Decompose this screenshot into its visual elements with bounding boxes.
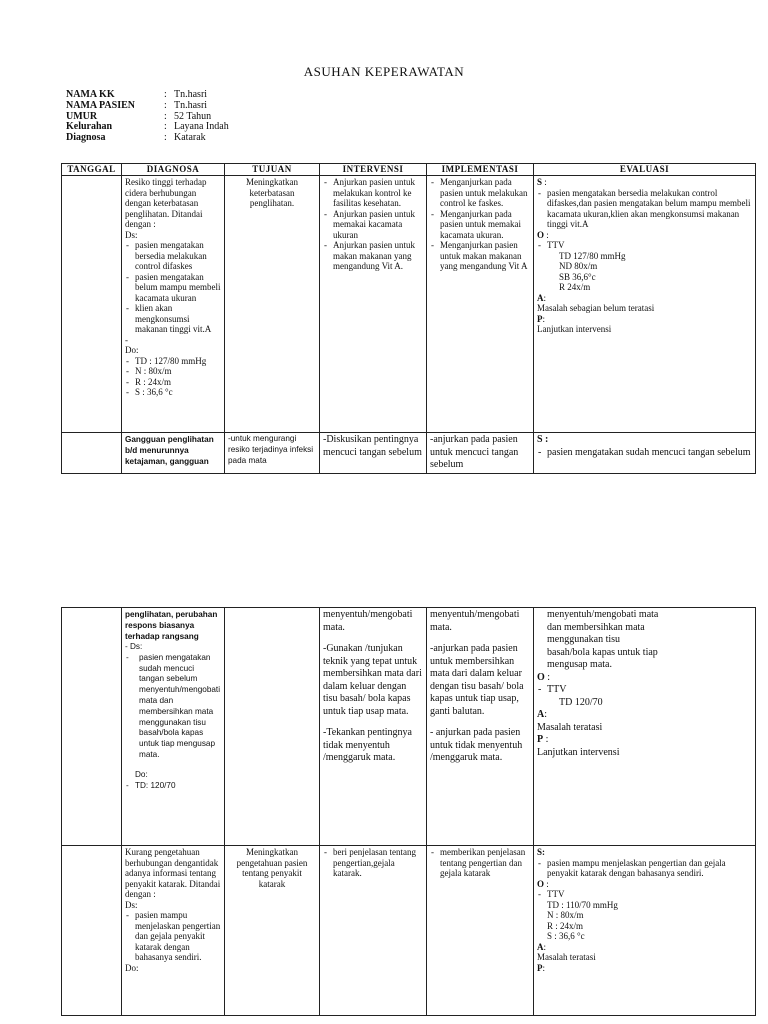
identity-row: Kelurahan : Layana Indah (66, 121, 229, 133)
cell-tanggal (62, 176, 122, 433)
list-item: - Menganjurkan pada pasien untuk melakukan control ke faskes. (430, 177, 530, 209)
identity-row: UMUR : 52 Tahun (66, 110, 212, 122)
cell-intervensi: -Diskusikan pentingnya mencuci tangan sebelum (320, 433, 427, 474)
cell-implementasi (427, 846, 534, 1016)
list-item: - TTV (537, 240, 752, 251)
cell-implementasi (427, 176, 534, 433)
list-item: - TTV (537, 889, 752, 900)
list-item: - memberikan penjelasan tentang pengertian dan gejala katarak (430, 847, 530, 879)
identity-value: Tn.hasri (174, 89, 208, 100)
do-list (125, 356, 221, 398)
list-item: - TD : 127/80 mmHg (125, 356, 221, 367)
list-item: - pasien mengatakan bersedia melakukan control difaskes (125, 240, 221, 272)
identity-row: Diagnosa : Katarak (66, 132, 206, 144)
list-item: - pasien mengatakan bersedia melakukan control difaskes,dan pasien mengatakan belum mampu membeli kacamata ukuran,klien akan mengkonsumsi makanan tinggi vit.A (537, 188, 752, 230)
cell-tujuan (225, 608, 320, 846)
cell-tujuan: Meningkatkan keterbatasan penglihatan. (225, 176, 320, 433)
table-row (62, 846, 756, 1016)
document-title: ASUHAN KEPERAWATAN (303, 64, 465, 79)
table-row (62, 176, 756, 433)
care-plan-table-3 (61, 845, 756, 1016)
header-evaluasi: EVALUASI (534, 164, 756, 176)
cell-diagnosa: penglihatan, perubahan respons biasanya terhadap rangsang - Ds: - pasien mengatakan sudah mencuci tangan sebelum menyentuh/mengobati mata dan membersihkan mata menggunakan tisu basah/bola kapas untuk tiap mengusap mata. Do: - TD: 120/70 (122, 608, 225, 846)
identity-value: Katarak (174, 132, 206, 144)
header-tanggal: TANGGAL (62, 164, 122, 176)
identity-key: NAMA KK (66, 89, 115, 100)
cell-evaluasi: S : - pasien mengatakan sudah mencuci tangan sebelum (534, 433, 756, 474)
header-intervensi: INTERVENSI (320, 164, 427, 176)
cell-tujuan: -untuk mengurangi resiko terjadinya infeksi pada mata (225, 433, 320, 474)
cell-evaluasi: S : - pasien mengatakan bersedia melakukan control difaskes,dan pasien mengatakan belum mampu membeli kacamata ukuran,klien akan mengkonsumsi makanan tinggi vit.A O : - TTV TD 127/80 mmHg ND 80x/m SB 36,6°c R 24x/m A: Masalah sebagian belum teratasi P: Lanjutkan intervensi (534, 176, 756, 433)
list-item: - S : 36,6 °c (125, 387, 221, 398)
list-item: - pasien mampu menjelaskan pengertian dan gejala penyakit katarak dengan bahasanya sendiri. (537, 858, 752, 879)
list-item: - pasien mampu menjelaskan pengertian dan gejala penyakit katarak dengan bahasanya sendiri. (125, 910, 221, 963)
table-row (62, 433, 756, 474)
cell-evaluasi: S: - pasien mampu menjelaskan pengertian dan gejala penyakit katarak dengan bahasanya sendiri. O : - TTV TD : 110/70 mmHg N : 80x/m R : 24x/m S : 36,6 °c A: Masalah teratasi P: (534, 846, 756, 1016)
list-item: - pasien mengatakan belum mampu membeli kacamata ukuran (125, 272, 221, 304)
list-item: - R : 24x/m (125, 377, 221, 388)
list-item: - Menganjurkan pada pasien untuk memakai kacamata ukuran. (430, 209, 530, 241)
cell-diagnosa: Resiko tinggi terhadap cidera berhubungan dengan keterbatasan penglihatan. Ditandai dengan : Ds: - pasien mengatakan bersedia melakukan control difaskes - pasien mengatakan belum mampu membeli kacamata ukuran - klien akan mengkonsumsi makanan tinggi vit.A - Do: - TD : 127/80 mmHg - N : 80x/m - R : 24x/m - S : 36,6 °c (122, 176, 225, 433)
cell-diagnosa: Kurang pengetahuan berhubungan dengantidak adanya informasi tentang penyakit katarak. Ditandai dengan : Ds: - pasien mampu menjelaskan pengertian dan gejala penyakit katarak dengan bahasanya sendiri. Do: (122, 846, 225, 1016)
list-item: - Anjurkan pasien untuk memakai kacamata ukuran (323, 209, 423, 241)
cell-evaluasi: menyentuh/mengobati mata dan membersihkan mata menggunakan tisu basah/bola kapas untuk tiap mengusap mata. O : - TTV TD 120/70 A: Masalah teratasi P : Lanjutkan intervensi (534, 608, 756, 846)
cell-intervensi (320, 846, 427, 1016)
header-implementasi: IMPLEMENTASI (427, 164, 534, 176)
list-item: - Menganjurkan pasien untuk makan makanan yang mengandung Vit A (430, 240, 530, 272)
header-diagnosa: DIAGNOSA (122, 164, 225, 176)
identity-row: NAMA PASIEN : Tn.hasri (66, 99, 208, 111)
list-item: - beri penjelasan tentang pengertian,gejala katarak. (323, 847, 423, 879)
header-tujuan: TUJUAN (225, 164, 320, 176)
identity-value: Tn.hasri (174, 99, 208, 111)
cell-intervensi (320, 176, 427, 433)
cell-tujuan: Meningkatkan pengetahuan pasien tentang penyakit katarak (225, 846, 320, 1016)
cell-tanggal (62, 608, 122, 846)
table-header-row (62, 164, 756, 176)
cell-intervensi: menyentuh/mengobati mata. -Gunakan /tunjukan teknik yang tepat untuk membersihkan mata dari dalam keluar dengan tisu basah/ bola kapas untuk tiap usap mata. -Tekankan pentingnya tidak menyentuh /menggaruk mata. (320, 608, 427, 846)
list-item: - TTV (537, 684, 752, 697)
identity-key: Kelurahan (66, 121, 113, 133)
list-item: - pasien mengatakan sudah mencuci tangan sebelum menyentuh/mengobati mata dan membersihkan mata menggunakan tisu basah/bola kapas untuk tiap mengusap mata. (125, 653, 221, 761)
care-plan-table-1 (61, 163, 756, 474)
list-item: - N : 80x/m (125, 366, 221, 377)
cell-implementasi: menyentuh/mengobati mata. -anjurkan pada pasien untuk membersihkan mata dari dalam keluar dengan tisu basah/ bola kapas untuk tiap usap, ganti balutan. - anjurkan pada pasien untuk tidak menyentuh /menggaruk mata. (427, 608, 534, 846)
cell-diagnosa: Gangguan penglihatan b/d menurunnya ketajaman, gangguan (122, 433, 225, 474)
identity-value: 52 Tahun (174, 110, 212, 122)
patient-identity (66, 90, 229, 144)
list-item: - Anjurkan pasien untuk makan makanan yang mengandung Vit A. (323, 240, 423, 272)
list-item: - klien akan mengkonsumsi makanan tinggi vit.A (125, 303, 221, 335)
list-item: - TD: 120/70 (125, 781, 221, 792)
cell-implementasi: -anjurkan pada pasien untuk mencuci tangan sebelum (427, 433, 534, 474)
table-row (62, 608, 756, 846)
care-plan-table-2 (61, 607, 756, 846)
identity-value: Layana Indah (174, 121, 229, 133)
ds-list (125, 240, 221, 335)
cell-tanggal (62, 846, 122, 1016)
identity-key: UMUR (66, 110, 98, 122)
identity-row: NAMA KK : Tn.hasri (66, 89, 208, 100)
identity-key: Diagnosa (66, 132, 106, 144)
cell-tanggal (62, 433, 122, 474)
list-item: - pasien mengatakan sudah mencuci tangan sebelum (537, 447, 752, 460)
identity-key: NAMA PASIEN (66, 99, 135, 111)
list-item: - Anjurkan pasien untuk melakukan kontrol ke fasilitas kesehatan. (323, 177, 423, 209)
